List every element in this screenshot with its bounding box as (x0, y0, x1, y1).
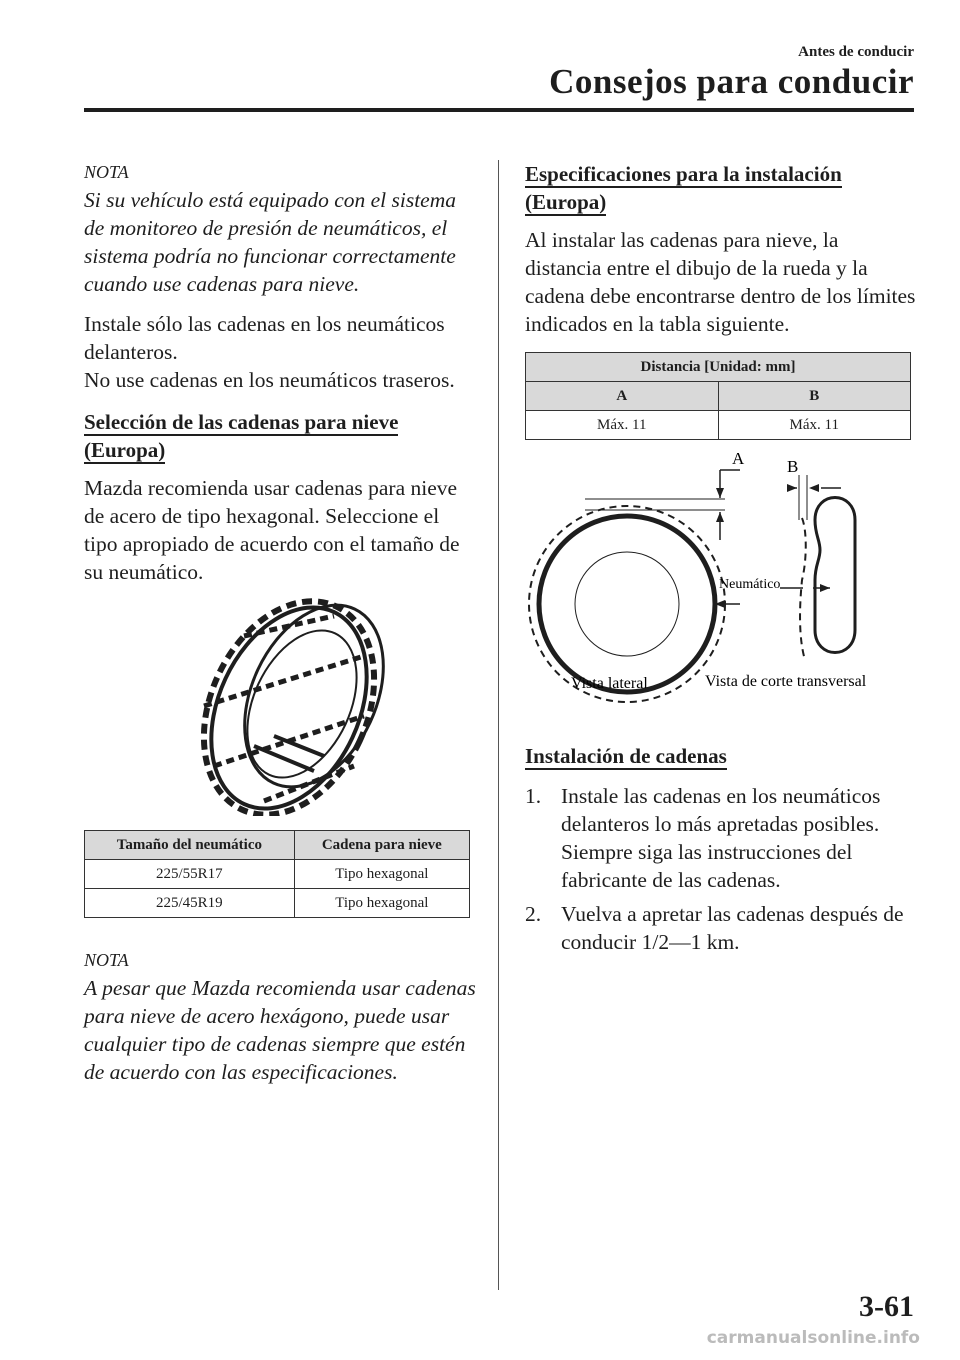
snow-chain-illustration (84, 596, 476, 816)
table-cell: 225/45R19 (85, 889, 295, 918)
list-number: 2. (525, 902, 542, 926)
section-heading (525, 160, 917, 216)
section-heading-text: Instalación de cadenas (525, 744, 727, 768)
diagram-caption-cross: Vista de corte transversal (705, 673, 867, 690)
nota-text: Si su vehículo está equipado con el sistema de monitoreo de presión de neumáticos, el sistema podría no funcionar correctamente cuando use cadenas para nieve. (84, 188, 456, 296)
diagram-label-b: B (787, 457, 799, 476)
left-column (84, 158, 476, 1086)
table-caption: Distancia [Unidad: mm] (526, 353, 911, 382)
page-number: 3-61 (859, 1290, 914, 1323)
table-cell: Tipo hexagonal (294, 889, 469, 918)
nota-label: NOTA (84, 950, 129, 970)
list-item (525, 900, 917, 956)
diagram-label-tire: Neumático (719, 577, 781, 592)
header-title: Consejos para conducir (549, 62, 914, 101)
table-cell: Máx. 11 (718, 411, 911, 440)
table-row (85, 860, 470, 889)
table-cell: 225/55R17 (85, 860, 295, 889)
paragraph: Al instalar las cadenas para nieve, la distancia entre el dibujo de la rueda y la cadena debe encontrarse dentro de los límites indicados en la tabla siguiente. (525, 228, 916, 336)
nota-label: NOTA (84, 162, 129, 182)
table-header: B (718, 382, 911, 411)
section-heading-text: Especificaciones para la instalación (Europa) (525, 162, 842, 214)
paragraph: Mazda recomienda usar cadenas para nieve de acero de tipo hexagonal. Seleccione el tipo apropiado de acuerdo con el tamaño de su neumático. (84, 476, 460, 584)
table-header: Cadena para nieve (294, 831, 469, 860)
section-heading (84, 408, 476, 464)
column-divider (498, 160, 499, 1290)
tire-chain-table (84, 830, 470, 918)
section-heading-text: Selección de las cadenas para nieve (Europa) (84, 410, 399, 462)
header-rule (84, 108, 914, 112)
watermark: carmanualsonline.info (706, 1328, 920, 1348)
table-row (85, 889, 470, 918)
diagram-caption-side: Vista lateral (571, 675, 648, 692)
list-number: 1. (525, 784, 542, 808)
table-row (526, 411, 911, 440)
list-text: Vuelva a apretar las cadenas después de conducir 1/2―1 km. (561, 902, 904, 954)
nota-text: A pesar que Mazda recomienda usar cadenas para nieve de acero hexágono, puede usar cualquier tipo de cadenas siempre que estén de acuerdo con las especificaciones. (84, 976, 476, 1084)
diagram-label-a: A (732, 450, 745, 468)
header-section: Antes de conducir (798, 44, 914, 60)
table-header: A (526, 382, 719, 411)
list-text: Instale las cadenas en los neumáticos delanteros lo más apretadas posibles. Siempre siga las instrucciones del fabricante de las cadenas. (561, 784, 881, 892)
distance-table (525, 352, 911, 440)
right-column (525, 160, 917, 962)
section-heading (525, 742, 917, 770)
paragraph: Instale sólo las cadenas en los neumáticos delanteros. (84, 312, 445, 364)
table-cell: Tipo hexagonal (294, 860, 469, 889)
paragraph: No use cadenas en los neumáticos traseros. (84, 368, 455, 392)
list-item (525, 782, 917, 894)
table-cell: Máx. 11 (526, 411, 719, 440)
chain-clearance-diagram (525, 450, 917, 720)
table-header: Tamaño del neumático (85, 831, 295, 860)
